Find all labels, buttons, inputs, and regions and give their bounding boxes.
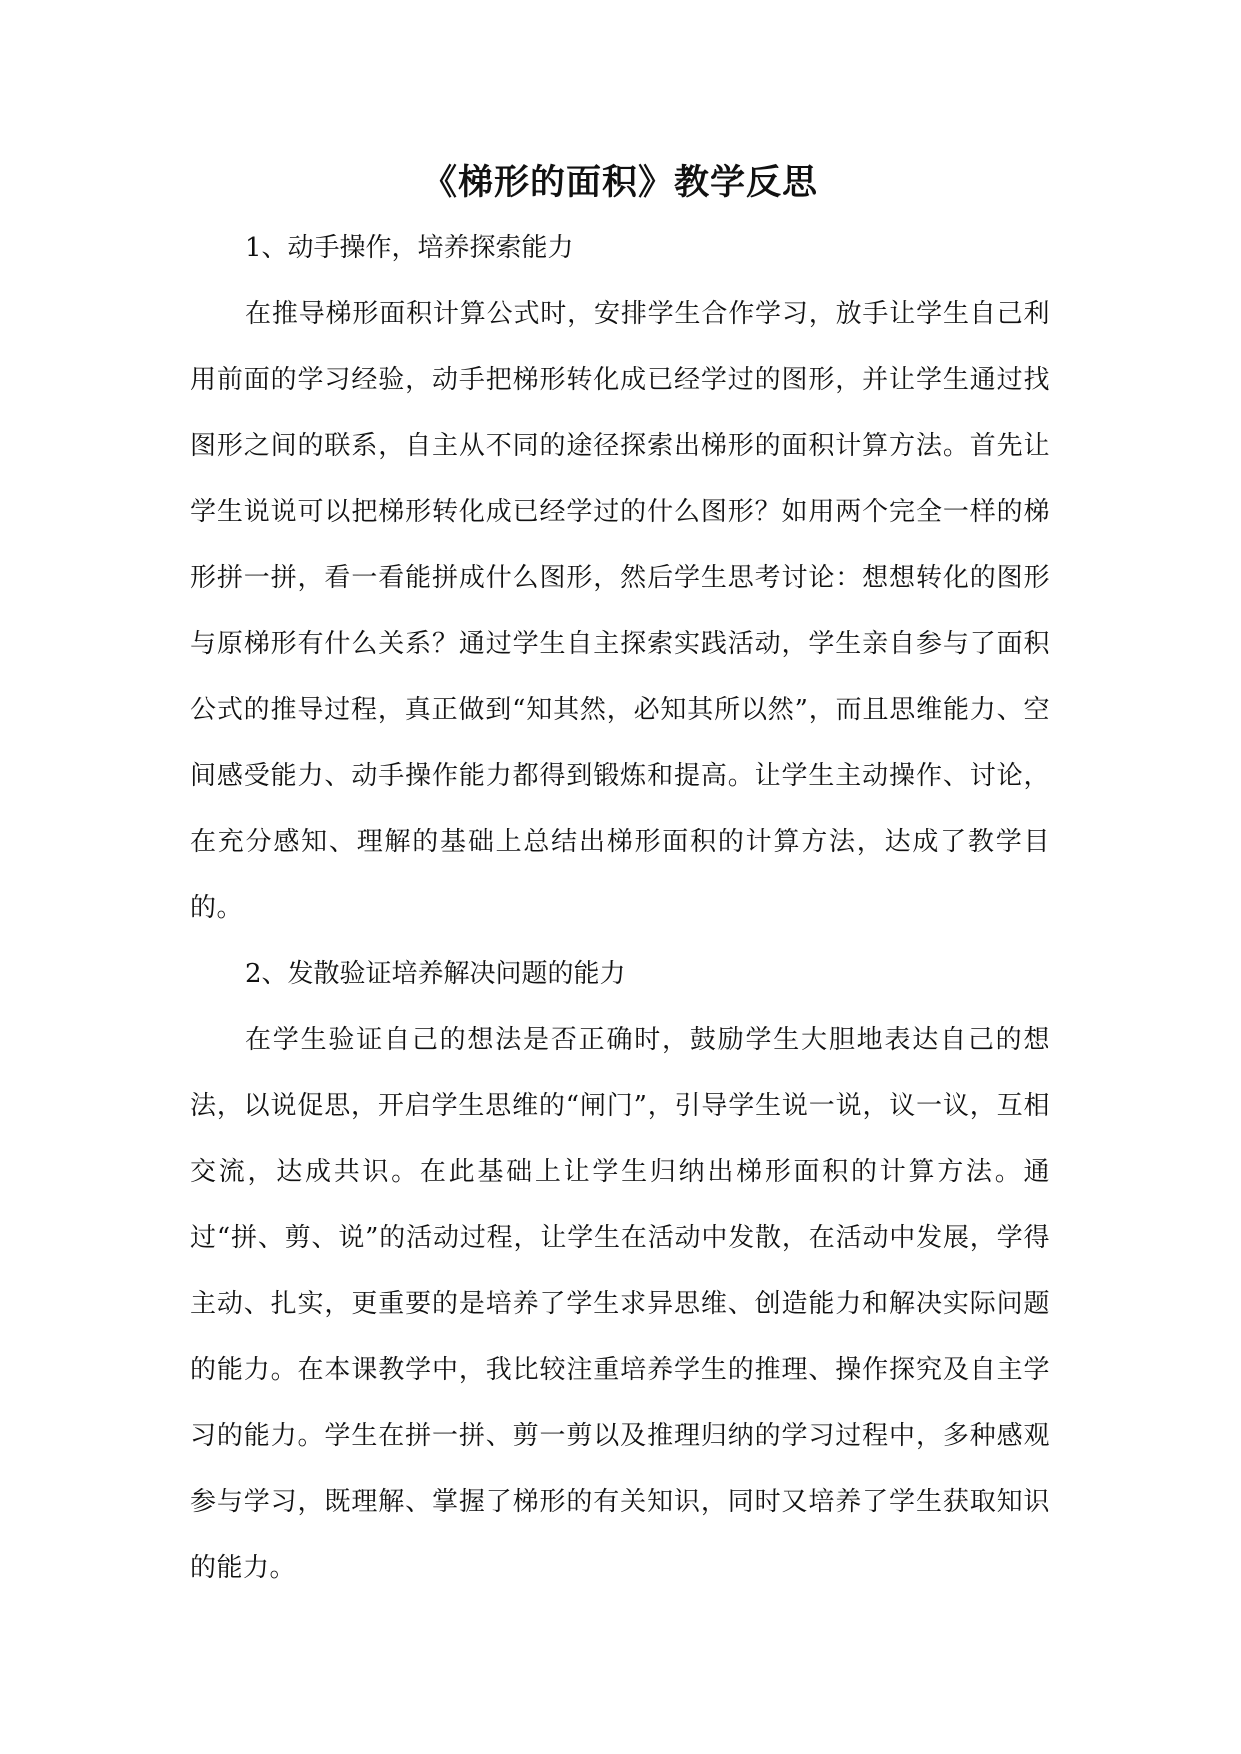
section-paragraph: 在推导梯形面积计算公式时，安排学生合作学习，放手让学生自己利用前面的学习经验，动手把梯形转化成已经学过的图形，并让学生通过找图形之间的联系，自主从不同的途径探索出梯形的面积计算方法。首先让学生说说可以把梯形转化成已经学过的什么图形？如用两个完全一样的梯形拼一拼，看一看能拼成什么图形，然后学生思考讨论：想想转化的图形与原梯形有什么关系？通过学生自主探索实践活动，学生亲自参与了面积公式的推导过程，真正做到“知其然，必知其所以然”，而且思维能力、空间感受能力、动手操作能力都得到锻炼和提高。让学生主动操作、讨论，在充分感知、理解的基础上总结出梯形面积的计算方法，达成了教学目的。: [190, 299, 1050, 923]
section-2: [190, 941, 1050, 1601]
section-1: [190, 215, 1050, 941]
section-heading: 2、发散验证培养解决问题的能力: [245, 959, 626, 989]
section-heading: 1、动手操作，培养探索能力: [245, 233, 574, 263]
section-paragraph: 在学生验证自己的想法是否正确时，鼓励学生大胆地表达自己的想法，以说促思，开启学生思维的“闸门”，引导学生说一说，议一议，互相交流，达成共识。在此基础上让学生归纳出梯形面积的计算方法。通过“拼、剪、说”的活动过程，让学生在活动中发散，在活动中发展，学得主动、扎实，更重要的是培养了学生求异思维、创造能力和解决实际问题的能力。在本课教学中，我比较注重培养学生的推理、操作探究及自主学习的能力。学生在拼一拼、剪一剪以及推理归纳的学习过程中，多种感观参与学习，既理解、掌握了梯形的有关知识，同时又培养了学生获取知识的能力。: [190, 1025, 1050, 1583]
document-title: 《梯形的面积》教学反思: [421, 162, 818, 203]
document-page: [190, 150, 1050, 1601]
